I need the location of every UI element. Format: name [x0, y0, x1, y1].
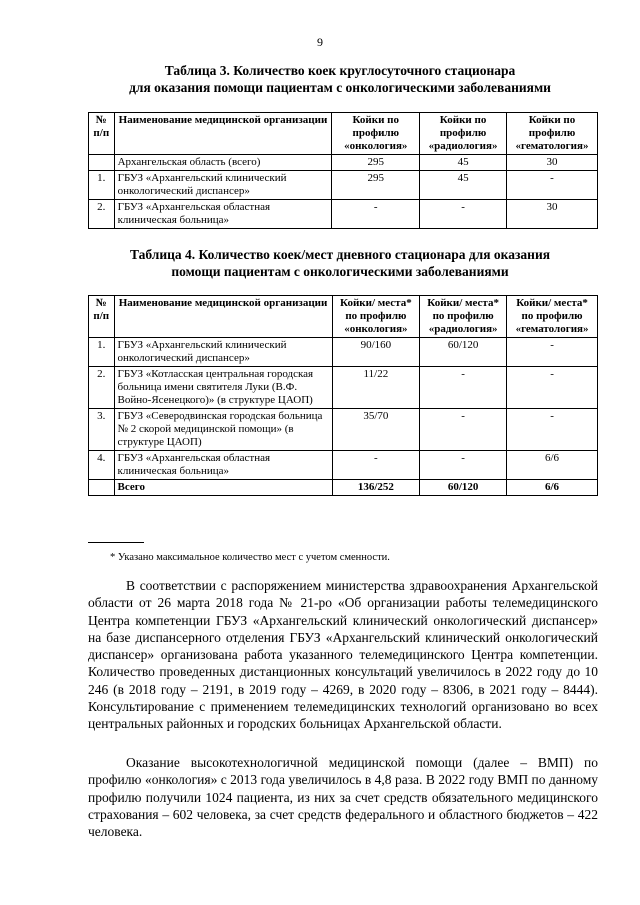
- table3-header-name: Наименование медицинской организации: [114, 113, 332, 155]
- radiology-value: 60/120: [420, 338, 507, 367]
- hematology-value: 30: [507, 155, 598, 171]
- page-number: 9: [317, 35, 323, 49]
- radiology-value: 45: [420, 171, 507, 200]
- oncology-value: 11/22: [332, 367, 420, 409]
- row-number: 1.: [89, 338, 115, 367]
- organization-name: Архангельская область (всего): [114, 155, 332, 171]
- table3-title-line2: для оказания помощи пациентам с онкологическими заболеваниями: [129, 80, 551, 95]
- oncology-value: 295: [332, 155, 420, 171]
- row-number: 2.: [89, 367, 115, 409]
- total-radiology: 60/120: [420, 480, 507, 496]
- oncology-value: -: [332, 451, 420, 480]
- table-row: [89, 155, 598, 171]
- table4-header-name: Наименование медицинской организации: [114, 296, 332, 338]
- organization-name: ГБУЗ «Архангельская областная клиническая больница»: [114, 200, 332, 229]
- organization-name: ГБУЗ «Архангельский клинический онкологический диспансер»: [114, 338, 332, 367]
- hematology-value: -: [507, 409, 598, 451]
- radiology-value: -: [420, 409, 507, 451]
- table-row: [89, 367, 598, 409]
- radiology-value: -: [420, 451, 507, 480]
- organization-name: ГБУЗ «Северодвинская городская больница № 2 скорой медицинской помощи» (в структуре ЦАОП): [114, 409, 332, 451]
- table4-header-number: № п/п: [89, 296, 115, 338]
- table-row: [89, 338, 598, 367]
- row-number: 2.: [89, 200, 115, 229]
- table4: [88, 295, 598, 496]
- paragraph-vmp: Оказание высокотехнологичной медицинской помощи (далее – ВМП) по профилю «онкология» с 2013 года увеличилось в 4,8 раза. В 2022 году ВМП по данному профилю получили 1024 пациента, из них за счет средств обязательного медицинского страхования – 602 человека, за счет средств федерального и областного бюджетов – 422 человека.: [88, 755, 598, 840]
- organization-name: ГБУЗ «Архангельская областная клиническая больница»: [114, 451, 332, 480]
- total-row: [89, 480, 598, 496]
- table-row: [89, 171, 598, 200]
- hematology-value: -: [507, 171, 598, 200]
- table4-header-row: [89, 296, 598, 338]
- organization-name: ГБУЗ «Архангельский клинический онкологический диспансер»: [114, 171, 332, 200]
- total-oncology: 136/252: [332, 480, 420, 496]
- footnote-divider: [88, 542, 144, 543]
- table4-header-radiology: Койки/ места* по профилю «радиология»: [420, 296, 507, 338]
- table-row: [89, 409, 598, 451]
- oncology-value: 295: [332, 171, 420, 200]
- row-number: 3.: [89, 409, 115, 451]
- hematology-value: -: [507, 338, 598, 367]
- table-row: [89, 200, 598, 229]
- table3: [88, 112, 598, 229]
- table-row: [89, 451, 598, 480]
- table4-title-line1: Таблица 4. Количество коек/мест дневного стационара для оказания: [129, 247, 551, 262]
- oncology-value: 35/70: [332, 409, 420, 451]
- row-number: 4.: [89, 451, 115, 480]
- oncology-value: -: [332, 200, 420, 229]
- table4-header-hematology: Койки/ места* по профилю «гематология»: [507, 296, 598, 338]
- hematology-value: -: [507, 367, 598, 409]
- footnote: * Указано максимальное количество мест с учетом сменности.: [110, 552, 390, 563]
- total-hematology: 6/6: [507, 480, 598, 496]
- table3-header-hematology: Койки по профилю «гематология»: [507, 113, 598, 155]
- table4-title: [80, 246, 600, 280]
- table3-title-line1: Таблица 3. Количество коек круглосуточного стационара: [164, 63, 516, 78]
- hematology-value: 6/6: [507, 451, 598, 480]
- table3-header-radiology: Койки по профилю «радиология»: [420, 113, 507, 155]
- radiology-value: -: [420, 367, 507, 409]
- table3-header-oncology: Койки по профилю «онкология»: [332, 113, 420, 155]
- total-label: Всего: [114, 480, 332, 496]
- table4-header-oncology: Койки/ места* по профилю «онкология»: [332, 296, 420, 338]
- row-number: [89, 480, 115, 496]
- table3-title: [80, 62, 600, 96]
- radiology-value: 45: [420, 155, 507, 171]
- table4-title-line2: помощи пациентам с онкологическими заболеваниями: [171, 264, 509, 279]
- hematology-value: 30: [507, 200, 598, 229]
- oncology-value: 90/160: [332, 338, 420, 367]
- row-number: 1.: [89, 171, 115, 200]
- table3-header-number: № п/п: [89, 113, 115, 155]
- paragraph-telemedicine: В соответствии с распоряжением министерства здравоохранения Архангельской области от 26 марта 2018 года № 21-ро «Об организации работы телемедицинского Центра компетенции ГБУЗ «Архангельский клинический онкологический диспансер» на базе диспансерного отделения ГБУЗ «Архангельский клинический онкологический диспансер» организована работа указанного телемедицинского Центра компетенции. Количество проведенных дистанционных консультаций увеличилось в 2022 году до 10 246 (в 2018 году – 2191, в 2019 году – 4269, в 2020 году – 8306, в 2021 году – 8444). Консультирование с применением телемедицинских технологий организовано во всех центральных районных и городских больницах Архангельской области.: [88, 578, 598, 732]
- radiology-value: -: [420, 200, 507, 229]
- row-number: [89, 155, 115, 171]
- organization-name: ГБУЗ «Котласская центральная городская больница имени святителя Луки (В.Ф. Войно-Ясенецкого)» (в структуре ЦАОП): [114, 367, 332, 409]
- table3-header-row: [89, 113, 598, 155]
